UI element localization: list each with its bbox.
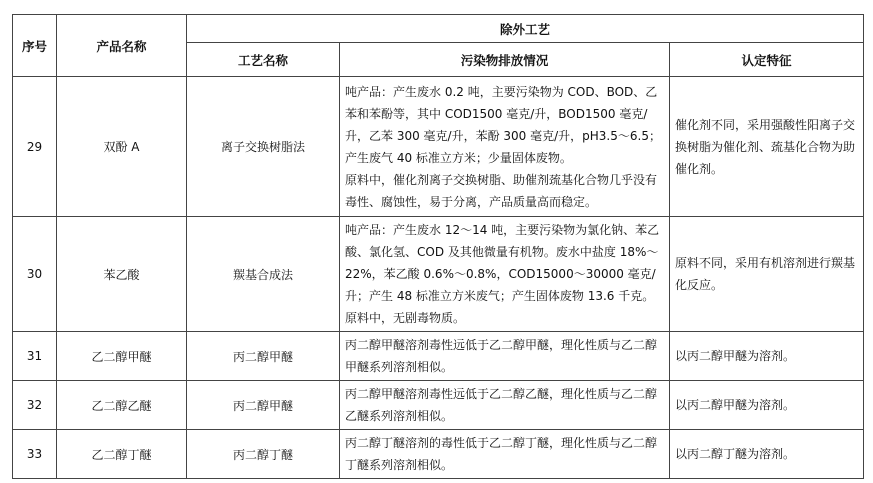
pollution-text-2: 原料中，无剧毒物质。 <box>345 311 466 325</box>
cell-product: 双酚 A <box>57 77 187 217</box>
cell-feature: 以丙二醇甲醚为溶剂。 <box>670 332 864 381</box>
cell-no: 31 <box>13 332 57 381</box>
header-process: 工艺名称 <box>187 43 340 77</box>
cell-process: 丙二醇丁醚 <box>187 430 340 479</box>
header-feature: 认定特征 <box>670 43 864 77</box>
cell-no: 29 <box>13 77 57 217</box>
cell-feature: 原料不同，采用有机溶剂进行羰基化反应。 <box>670 217 864 332</box>
cell-process: 丙二醇甲醚 <box>187 332 340 381</box>
cell-pollution: 丙二醇丁醚溶剂的毒性低于乙二醇丁醚，理化性质与乙二醇丁醚系列溶剂相似。 <box>340 430 670 479</box>
cell-process: 离子交换树脂法 <box>187 77 340 217</box>
cell-process: 丙二醇甲醚 <box>187 381 340 430</box>
cell-feature: 以丙二醇丁醚为溶剂。 <box>670 430 864 479</box>
table-row <box>13 217 864 332</box>
table-row <box>13 332 864 381</box>
table-row <box>13 381 864 430</box>
table-row <box>13 430 864 479</box>
cell-product: 乙二醇丁醚 <box>57 430 187 479</box>
cell-pollution <box>340 77 670 217</box>
table-row <box>13 77 864 217</box>
header-exempt-process: 除外工艺 <box>187 15 864 43</box>
cell-no: 30 <box>13 217 57 332</box>
cell-product: 乙二醇甲醚 <box>57 332 187 381</box>
cell-pollution: 丙二醇甲醚溶剂毒性远低于乙二醇乙醚，理化性质与乙二醇乙醚系列溶剂相似。 <box>340 381 670 430</box>
cell-no: 33 <box>13 430 57 479</box>
header-row-1 <box>13 15 864 43</box>
exempt-process-table <box>12 14 864 479</box>
header-no: 序号 <box>13 15 57 77</box>
cell-feature: 催化剂不同，采用强酸性阳离子交换树脂为催化剂、巯基化合物为助催化剂。 <box>670 77 864 217</box>
cell-no: 32 <box>13 381 57 430</box>
cell-feature: 以丙二醇甲醚为溶剂。 <box>670 381 864 430</box>
cell-process: 羰基合成法 <box>187 217 340 332</box>
cell-product: 苯乙酸 <box>57 217 187 332</box>
cell-pollution: 丙二醇甲醚溶剂毒性远低于乙二醇甲醚，理化性质与乙二醇甲醚系列溶剂相似。 <box>340 332 670 381</box>
pollution-text-2: 原料中，催化剂离子交换树脂、助催剂巯基化合物几乎没有毒性、腐蚀性，易于分离，产品质量高而稳定。 <box>345 172 658 209</box>
pollution-text: 吨产品：产生废水 0.2 吨，主要污染物为 COD、BOD、乙苯和苯酚等，其中 COD1500 毫克/升，BOD1500 毫克/升，乙苯 300 毫克/升，苯酚 300 毫克/升，pH3.5～6.5；产生废气 40 标准立方米；少量固体废物。 <box>345 84 661 165</box>
cell-product: 乙二醇乙醚 <box>57 381 187 430</box>
pollution-text: 吨产品：产生废水 12～14 吨，主要污染物为氯化钠、苯乙酸、氯化氢、COD 及其他微量有机物。废水中盐度 18%～22%，苯乙酸 0.6%～0.8%，COD15000～30000 毫克/升；产生 48 标准立方米废气；产生固体废物 13.6 千克。 <box>345 223 660 303</box>
header-pollution: 污染物排放情况 <box>340 43 670 77</box>
header-product: 产品名称 <box>57 15 187 77</box>
cell-pollution <box>340 217 670 332</box>
